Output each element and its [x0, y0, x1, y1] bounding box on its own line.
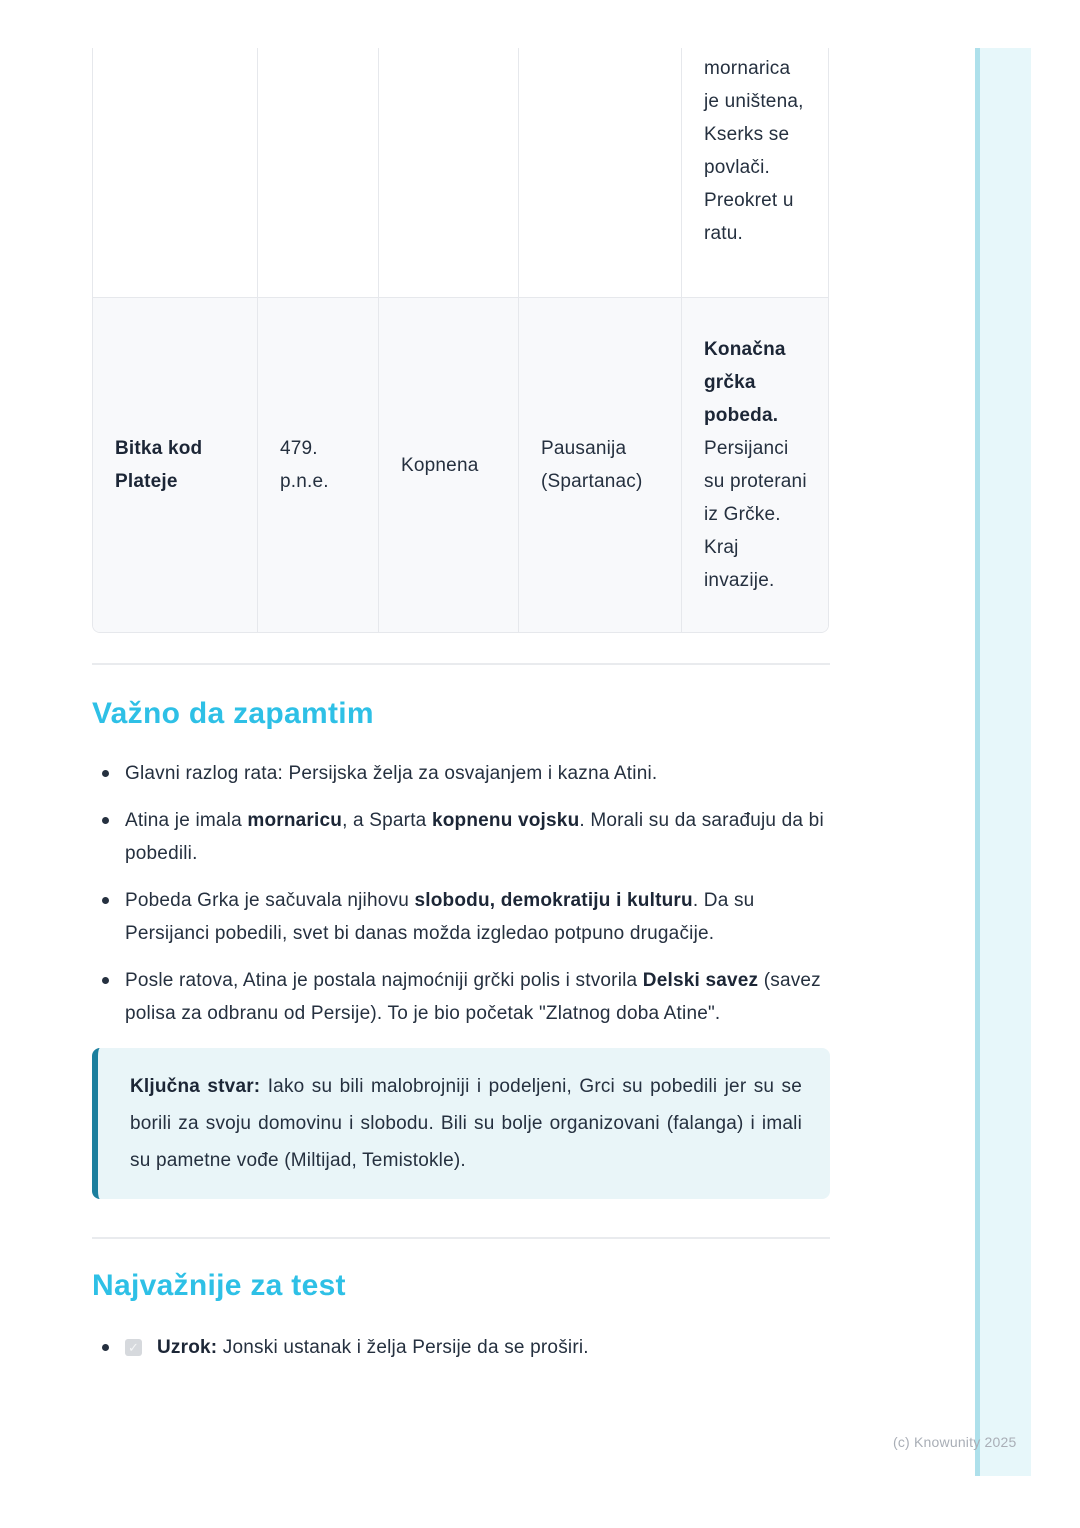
- list-item: Pobeda Grka je sačuvala njihovu slobodu, demokratiju i kulturu. Da su Persijanci pobedili, svet bi danas možda izgledao potpuno drugačije.: [92, 884, 830, 950]
- cell-commander: [519, 48, 682, 297]
- section-divider: [92, 1237, 830, 1239]
- table-row-continuation: [93, 48, 828, 297]
- section-title-important: Važno da zapamtim: [92, 697, 374, 730]
- cell-battle: Bitka kod Plateje: [93, 298, 258, 632]
- checked-checkbox-icon: ✓: [125, 1339, 142, 1356]
- cell-result: Konačna grčka pobeda. Persijanci su proterani iz Grčke. Kraj invazije.: [704, 339, 807, 591]
- page-edge-stripe: [975, 48, 1031, 1476]
- important-bullet-list: [92, 757, 830, 1030]
- test-checklist-item: [92, 1331, 830, 1364]
- copyright-notice: (c) Knowunity 2025: [893, 1434, 1017, 1450]
- list-item: Atina je imala mornaricu, a Sparta kopnenu vojsku. Morali su da sarađuju da bi pobedili.: [92, 804, 830, 870]
- table-row-plateja: [93, 297, 828, 632]
- document-content: [92, 48, 830, 1364]
- cell-type: [379, 48, 519, 297]
- list-item: Posle ratova, Atina je postala najmoćniji grčki polis i stvorila Delski savez (savez polisa za odbranu od Persije). To je bio početak "Zlatnog doba Atine".: [92, 964, 830, 1030]
- cell-year: [258, 48, 379, 297]
- battles-table: [92, 48, 829, 633]
- key-point-callout: Ključna stvar: Iako su bili malobrojniji i podeljeni, Grci su pobedili jer su se borili za svoju domovinu i slobodu. Bili su bolje organizovani (falanga) i imali su pametne vođe (Miltijad, Temistokle).: [92, 1048, 830, 1199]
- section-title-test: Najvažnije za test: [92, 1269, 346, 1302]
- cell-type: Kopnena: [379, 298, 519, 632]
- list-item: Glavni razlog rata: Persijska želja za osvajanjem i kazna Atini.: [92, 757, 830, 790]
- cell-battle: [93, 48, 258, 297]
- cell-commander: Pausanija (Spartanac): [519, 298, 682, 632]
- section-divider: [92, 663, 830, 665]
- checklist-item-text: Uzrok: Jonski ustanak i želja Persije da se proširi.: [157, 1337, 589, 1358]
- cell-result: mornarica je uništena, Kserks se povlači. Preokret u ratu.: [704, 58, 804, 244]
- cell-year: 479. p.n.e.: [258, 298, 379, 632]
